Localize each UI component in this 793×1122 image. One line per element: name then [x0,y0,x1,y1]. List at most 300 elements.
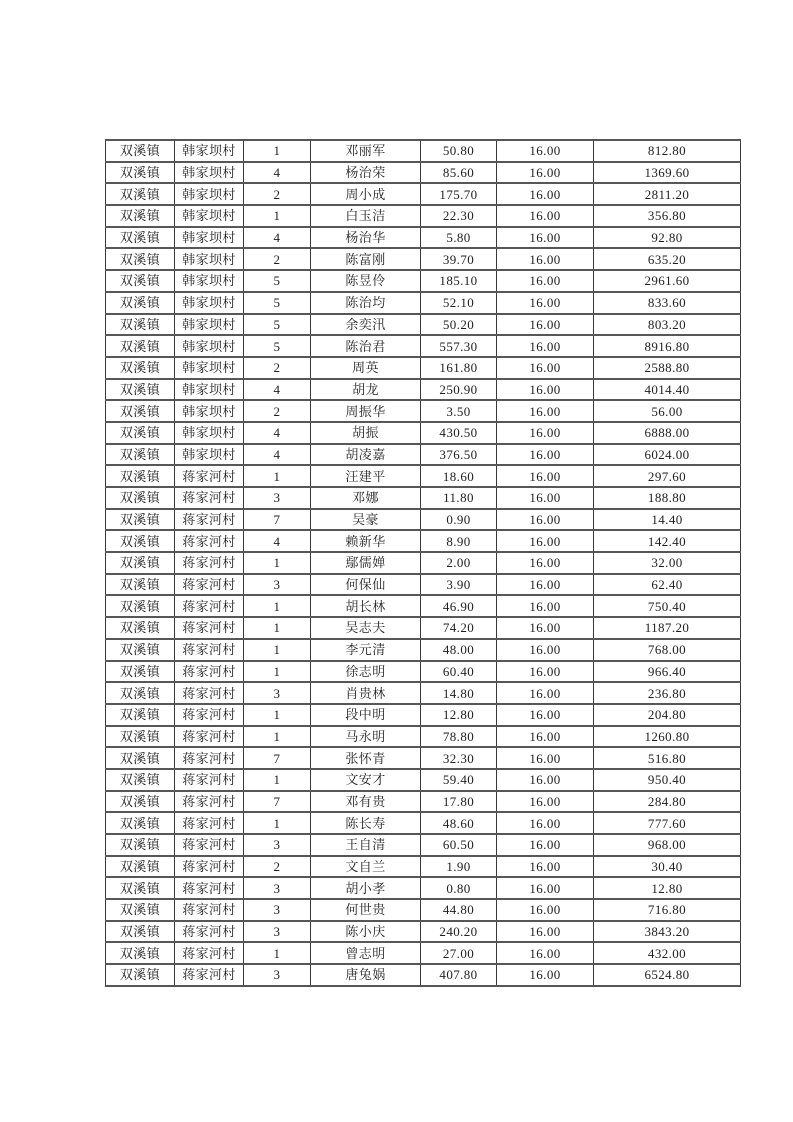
table-cell: 557.30 [421,335,497,357]
table-cell: 1 [244,465,311,487]
table-row [106,574,741,596]
table-cell: 1.90 [421,856,497,878]
table-cell: 85.60 [421,162,497,184]
table-cell: 杨治华 [311,227,421,249]
table-cell: 968.00 [594,834,741,856]
table-body [106,140,741,986]
table-cell: 1369.60 [594,162,741,184]
table-cell: 7 [244,747,311,769]
table-cell: 14.80 [421,682,497,704]
table-cell: 双溪镇 [106,964,175,986]
table-cell: 16.00 [497,921,594,943]
table-cell: 双溪镇 [106,704,175,726]
table-cell: 2 [244,856,311,878]
table-cell: 双溪镇 [106,465,175,487]
table-cell: 双溪镇 [106,422,175,444]
table-cell: 16.00 [497,270,594,292]
table-cell: 16.00 [497,856,594,878]
table-cell: 7 [244,791,311,813]
table-cell: 4 [244,162,311,184]
table-cell: 韩家坝村 [175,292,244,314]
table-cell: 297.60 [594,465,741,487]
table-cell: 双溪镇 [106,791,175,813]
table-row [106,877,741,899]
table-cell: 5.80 [421,227,497,249]
table-cell: 8.90 [421,530,497,552]
table-cell: 16.00 [497,552,594,574]
table-cell: 蒋家河村 [175,942,244,964]
table-cell: 双溪镇 [106,292,175,314]
table-cell: 1 [244,661,311,683]
table-cell: 16.00 [497,379,594,401]
table-cell: 陈富刚 [311,248,421,270]
table-cell: 16.00 [497,140,594,162]
table-cell: 432.00 [594,942,741,964]
table-cell: 4 [244,444,311,466]
table-row [106,140,741,162]
table-cell: 双溪镇 [106,227,175,249]
table-cell: 46.90 [421,595,497,617]
table-cell: 赖新华 [311,530,421,552]
table-cell: 16.00 [497,726,594,748]
table-cell: 16.00 [497,444,594,466]
table-row [106,183,741,205]
table-cell: 16.00 [497,942,594,964]
table-cell: 邓有贵 [311,791,421,813]
table-cell: 16.00 [497,183,594,205]
table-cell: 韩家坝村 [175,162,244,184]
table-cell: 32.30 [421,747,497,769]
table-cell: 16.00 [497,595,594,617]
table-row [106,726,741,748]
table-cell: 曾志明 [311,942,421,964]
table-cell: 32.00 [594,552,741,574]
table-row [106,791,741,813]
table-cell: 鄢儒婵 [311,552,421,574]
table-cell: 双溪镇 [106,552,175,574]
table-cell: 1 [244,552,311,574]
table-cell: 2811.20 [594,183,741,205]
subsidy-table [105,139,741,987]
table-cell: 双溪镇 [106,769,175,791]
table-cell: 16.00 [497,769,594,791]
table-cell: 双溪镇 [106,595,175,617]
table-cell: 16.00 [497,227,594,249]
table-cell: 16.00 [497,747,594,769]
table-cell: 204.80 [594,704,741,726]
table-cell: 74.20 [421,617,497,639]
table-cell: 2 [244,400,311,422]
table-cell: 双溪镇 [106,162,175,184]
table-cell: 284.80 [594,791,741,813]
table-cell: 8916.80 [594,335,741,357]
table-cell: 16.00 [497,639,594,661]
table-cell: 16.00 [497,704,594,726]
table-cell: 徐志明 [311,661,421,683]
table-row [106,530,741,552]
table-cell: 62.40 [594,574,741,596]
table-cell: 60.40 [421,661,497,683]
table-cell: 4 [244,227,311,249]
table-cell: 16.00 [497,292,594,314]
table-cell: 胡龙 [311,379,421,401]
table-cell: 6024.00 [594,444,741,466]
table-cell: 双溪镇 [106,726,175,748]
table-cell: 16.00 [497,899,594,921]
table-cell: 双溪镇 [106,444,175,466]
table-cell: 3 [244,682,311,704]
table-cell: 双溪镇 [106,400,175,422]
table-row [106,921,741,943]
table-cell: 汪建平 [311,465,421,487]
table-cell: 1 [244,140,311,162]
table-cell: 吴豪 [311,509,421,531]
table-cell: 56.00 [594,400,741,422]
table-cell: 1 [244,617,311,639]
table-cell: 韩家坝村 [175,379,244,401]
table-row [106,769,741,791]
table-row [106,682,741,704]
table-cell: 16.00 [497,682,594,704]
table-cell: 2 [244,248,311,270]
table-cell: 16.00 [497,314,594,336]
table-cell: 22.30 [421,205,497,227]
table-row [106,400,741,422]
table-cell: 812.80 [594,140,741,162]
table-cell: 48.60 [421,812,497,834]
table-cell: 3 [244,574,311,596]
table-cell: 邓娜 [311,487,421,509]
table-cell: 27.00 [421,942,497,964]
table-cell: 蒋家河村 [175,964,244,986]
table-cell: 双溪镇 [106,617,175,639]
table-cell: 双溪镇 [106,205,175,227]
table-cell: 16.00 [497,791,594,813]
table-cell: 14.40 [594,509,741,531]
table-cell: 12.80 [421,704,497,726]
table-cell: 3 [244,487,311,509]
table-row [106,314,741,336]
table-cell: 蒋家河村 [175,552,244,574]
table-cell: 59.40 [421,769,497,791]
table-cell: 1 [244,726,311,748]
table-cell: 双溪镇 [106,834,175,856]
table-cell: 1 [244,769,311,791]
table-cell: 李元清 [311,639,421,661]
table-cell: 蒋家河村 [175,921,244,943]
table-cell: 蒋家河村 [175,791,244,813]
table-cell: 周小成 [311,183,421,205]
table-cell: 陈治君 [311,335,421,357]
table-row [106,834,741,856]
table-cell: 236.80 [594,682,741,704]
table-row [106,595,741,617]
table-cell: 17.80 [421,791,497,813]
table-cell: 双溪镇 [106,574,175,596]
table-cell: 胡凌嘉 [311,444,421,466]
table-cell: 0.80 [421,877,497,899]
table-cell: 双溪镇 [106,812,175,834]
table-cell: 韩家坝村 [175,314,244,336]
table-cell: 蒋家河村 [175,682,244,704]
table-cell: 407.80 [421,964,497,986]
table-cell: 3.50 [421,400,497,422]
table-cell: 50.20 [421,314,497,336]
table-cell: 白玉洁 [311,205,421,227]
table-cell: 文安才 [311,769,421,791]
table-cell: 516.80 [594,747,741,769]
table-cell: 双溪镇 [106,183,175,205]
table-cell: 1 [244,639,311,661]
table-cell: 蒋家河村 [175,877,244,899]
table-cell: 蒋家河村 [175,899,244,921]
table-cell: 250.90 [421,379,497,401]
table-cell: 双溪镇 [106,661,175,683]
table-cell: 1260.80 [594,726,741,748]
table-cell: 3843.20 [594,921,741,943]
table-row [106,704,741,726]
table-cell: 4 [244,422,311,444]
table-cell: 6888.00 [594,422,741,444]
table-cell: 356.80 [594,205,741,227]
table-cell: 胡小孝 [311,877,421,899]
table-cell: 5 [244,292,311,314]
table-row [106,639,741,661]
table-cell: 16.00 [497,877,594,899]
table-row [106,422,741,444]
table-cell: 777.60 [594,812,741,834]
table-cell: 430.50 [421,422,497,444]
table-cell: 张怀青 [311,747,421,769]
table-cell: 92.80 [594,227,741,249]
table-cell: 376.50 [421,444,497,466]
table-row [106,444,741,466]
table-cell: 韩家坝村 [175,357,244,379]
table-cell: 16.00 [497,812,594,834]
table-cell: 11.80 [421,487,497,509]
table-cell: 余奕汛 [311,314,421,336]
table-cell: 双溪镇 [106,270,175,292]
table-cell: 双溪镇 [106,856,175,878]
table-cell: 4014.40 [594,379,741,401]
table-cell: 蒋家河村 [175,661,244,683]
table-cell: 双溪镇 [106,509,175,531]
table-row [106,335,741,357]
table-cell: 16.00 [497,400,594,422]
table-row [106,856,741,878]
table-cell: 3 [244,834,311,856]
table-cell: 3 [244,877,311,899]
table-cell: 1 [244,812,311,834]
table-cell: 2.00 [421,552,497,574]
table-cell: 双溪镇 [106,747,175,769]
table-cell: 716.80 [594,899,741,921]
table-cell: 2 [244,183,311,205]
table-cell: 陈昱伶 [311,270,421,292]
table-cell: 蒋家河村 [175,769,244,791]
table-cell: 韩家坝村 [175,335,244,357]
table-cell: 60.50 [421,834,497,856]
table-cell: 16.00 [497,661,594,683]
table-cell: 5 [244,335,311,357]
table-cell: 蒋家河村 [175,487,244,509]
table-cell: 双溪镇 [106,942,175,964]
table-cell: 16.00 [497,530,594,552]
table-cell: 12.80 [594,877,741,899]
table-cell: 蒋家河村 [175,856,244,878]
table-cell: 16.00 [497,487,594,509]
table-row [106,747,741,769]
table-cell: 5 [244,270,311,292]
table-cell: 16.00 [497,422,594,444]
table-cell: 44.80 [421,899,497,921]
table-cell: 马永明 [311,726,421,748]
table-row [106,379,741,401]
table-cell: 陈长寿 [311,812,421,834]
table-cell: 双溪镇 [106,314,175,336]
table-cell: 16.00 [497,574,594,596]
table-cell: 蒋家河村 [175,834,244,856]
table-cell: 185.10 [421,270,497,292]
table-cell: 何世贵 [311,899,421,921]
table-cell: 何保仙 [311,574,421,596]
table-row [106,357,741,379]
table-cell: 蒋家河村 [175,530,244,552]
table-row [106,292,741,314]
table-cell: 7 [244,509,311,531]
table-cell: 双溪镇 [106,877,175,899]
table-cell: 双溪镇 [106,379,175,401]
table-cell: 韩家坝村 [175,400,244,422]
table-row [106,509,741,531]
table-cell: 39.70 [421,248,497,270]
table-cell: 48.00 [421,639,497,661]
table-cell: 双溪镇 [106,248,175,270]
table-row [106,270,741,292]
table-cell: 6524.80 [594,964,741,986]
table-cell: 双溪镇 [106,487,175,509]
table-row [106,617,741,639]
table-cell: 30.40 [594,856,741,878]
table-cell: 双溪镇 [106,530,175,552]
table-cell: 韩家坝村 [175,248,244,270]
table-cell: 750.40 [594,595,741,617]
table-row [106,227,741,249]
table-cell: 52.10 [421,292,497,314]
table-row [106,465,741,487]
table-cell: 966.40 [594,661,741,683]
table-cell: 16.00 [497,248,594,270]
table-cell: 韩家坝村 [175,422,244,444]
table-cell: 段中明 [311,704,421,726]
table-cell: 杨治荣 [311,162,421,184]
table-cell: 韩家坝村 [175,205,244,227]
table-cell: 1 [244,942,311,964]
table-cell: 1 [244,704,311,726]
table-cell: 双溪镇 [106,140,175,162]
table-row [106,552,741,574]
table-cell: 635.20 [594,248,741,270]
table-cell: 1 [244,205,311,227]
table-row [106,487,741,509]
table-cell: 3.90 [421,574,497,596]
table-cell: 韩家坝村 [175,444,244,466]
table-row [106,899,741,921]
table-cell: 16.00 [497,509,594,531]
table-cell: 16.00 [497,617,594,639]
table-cell: 韩家坝村 [175,183,244,205]
table-cell: 16.00 [497,834,594,856]
table-cell: 文自兰 [311,856,421,878]
table-cell: 2588.80 [594,357,741,379]
table-cell: 1 [244,595,311,617]
table-cell: 蒋家河村 [175,747,244,769]
table-cell: 4 [244,530,311,552]
table-cell: 1187.20 [594,617,741,639]
table-cell: 蒋家河村 [175,617,244,639]
table-cell: 16.00 [497,205,594,227]
table-cell: 18.60 [421,465,497,487]
table-cell: 蒋家河村 [175,465,244,487]
table-cell: 4 [244,379,311,401]
table-cell: 吴志夫 [311,617,421,639]
table-cell: 唐兔娲 [311,964,421,986]
table-cell: 双溪镇 [106,682,175,704]
table-cell: 16.00 [497,162,594,184]
table-cell: 16.00 [497,964,594,986]
table-cell: 142.40 [594,530,741,552]
table-cell: 肖贵林 [311,682,421,704]
table-cell: 16.00 [497,357,594,379]
table-cell: 陈治均 [311,292,421,314]
table-cell: 蒋家河村 [175,509,244,531]
table-cell: 2961.60 [594,270,741,292]
table-cell: 韩家坝村 [175,140,244,162]
table-cell: 双溪镇 [106,335,175,357]
table-cell: 王自清 [311,834,421,856]
table-cell: 803.20 [594,314,741,336]
table-cell: 5 [244,314,311,336]
table-cell: 蒋家河村 [175,639,244,661]
table-cell: 16.00 [497,465,594,487]
table-cell: 蒋家河村 [175,704,244,726]
table-cell: 周英 [311,357,421,379]
table-cell: 韩家坝村 [175,270,244,292]
table-cell: 3 [244,899,311,921]
table-cell: 胡振 [311,422,421,444]
table-cell: 161.80 [421,357,497,379]
table-cell: 蒋家河村 [175,812,244,834]
table-cell: 邓丽军 [311,140,421,162]
table-row [106,205,741,227]
table-cell: 蒋家河村 [175,574,244,596]
table-cell: 768.00 [594,639,741,661]
table-row [106,812,741,834]
table-cell: 双溪镇 [106,357,175,379]
table-cell: 175.70 [421,183,497,205]
table-row [106,248,741,270]
table-cell: 双溪镇 [106,899,175,921]
table-row [106,162,741,184]
table-cell: 16.00 [497,335,594,357]
table-row [106,661,741,683]
table-cell: 78.80 [421,726,497,748]
table-cell: 50.80 [421,140,497,162]
table-cell: 周振华 [311,400,421,422]
table-cell: 双溪镇 [106,639,175,661]
table-cell: 950.40 [594,769,741,791]
table-cell: 蒋家河村 [175,595,244,617]
